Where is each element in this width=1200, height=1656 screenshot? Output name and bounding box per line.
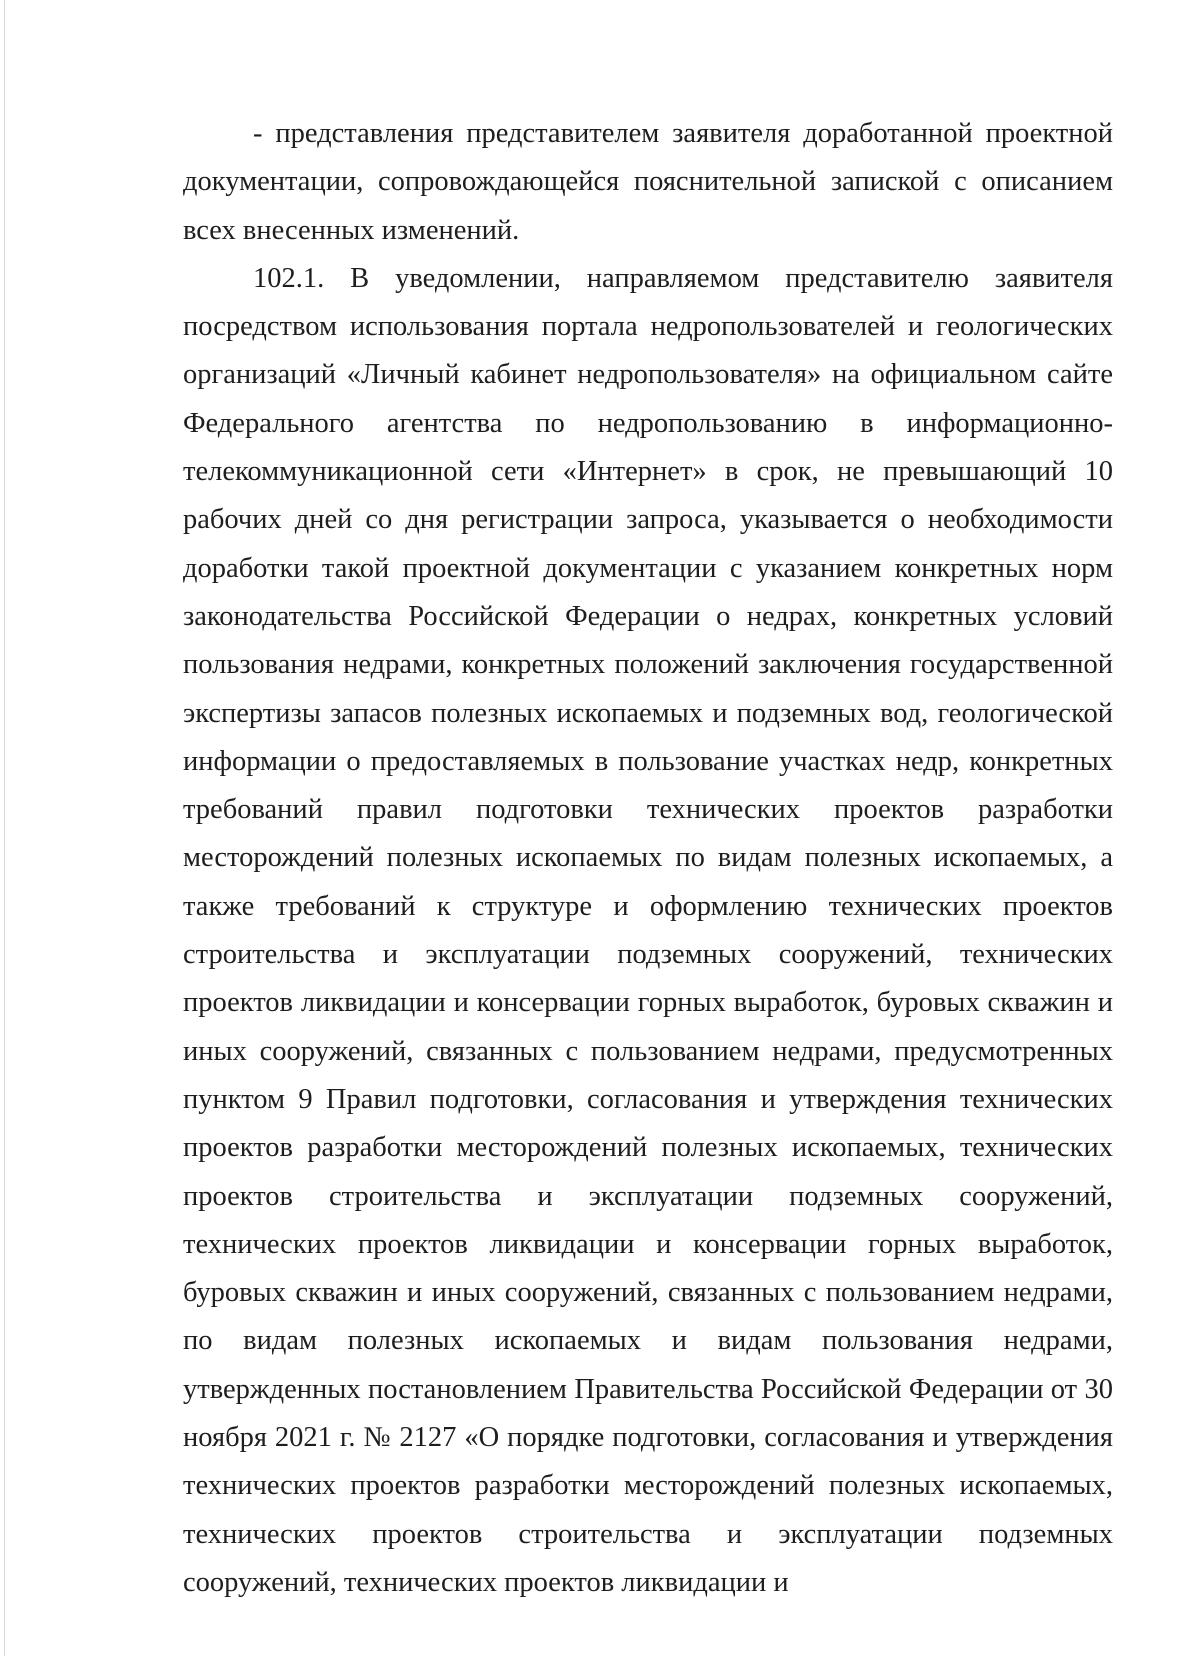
scan-edge-line (4, 0, 5, 1656)
paragraph-submission-revised-docs: - представления представителем заявителя доработанной проектной документации, сопровождающейся пояснительной запиской с описанием всех внесенных изменений. (183, 118, 1113, 246)
document-body (183, 110, 1113, 1607)
paragraph-102-1-notification: 102.1. В уведомлении, направляемом представителю заявителя посредством использования портала недропользователей и геологических организаций «Личный кабинет недропользователя» на официальном сайте Федерального агентства по недропользованию в информационно-телекоммуникационной сети «Интернет» в срок, не превышающий 10 рабочих дней со дня регистрации запроса, указывается о необходимости доработки такой проектной документации с указанием конкретных норм законодательства Российской Федерации о недрах, конкретных условий пользования недрами, конкретных положений заключения государственной экспертизы запасов полезных ископаемых и подземных вод, геологической информации о предоставляемых в пользование участках недр, конкретных требований правил подготовки технических проектов разработки месторождений полезных ископаемых по видам полезных ископаемых, а также требований к структуре и оформлению технических проектов строительства и эксплуатации подземных сооружений, технических проектов ликвидации и консервации горных выработок, буровых скважин и иных сооружений, связанных с пользованием недрами, предусмотренных пунктом 9 Правил подготовки, согласования и утверждения технических проектов разработки месторождений полезных ископаемых, технических проектов строительства и эксплуатации подземных сооружений, технических проектов ликвидации и консервации горных выработок, буровых скважин и иных сооружений, связанных с пользованием недрами, по видам полезных ископаемых и видам пользования недрами, утвержденных постановлением Правительства Российской Федерации от 30 ноября 2021 г. № 2127 «О порядке подготовки, согласования и утверждения технических проектов разработки месторождений полезных ископаемых, технических проектов строительства и эксплуатации подземных сооружений, технических проектов ликвидации и (183, 262, 1113, 1598)
